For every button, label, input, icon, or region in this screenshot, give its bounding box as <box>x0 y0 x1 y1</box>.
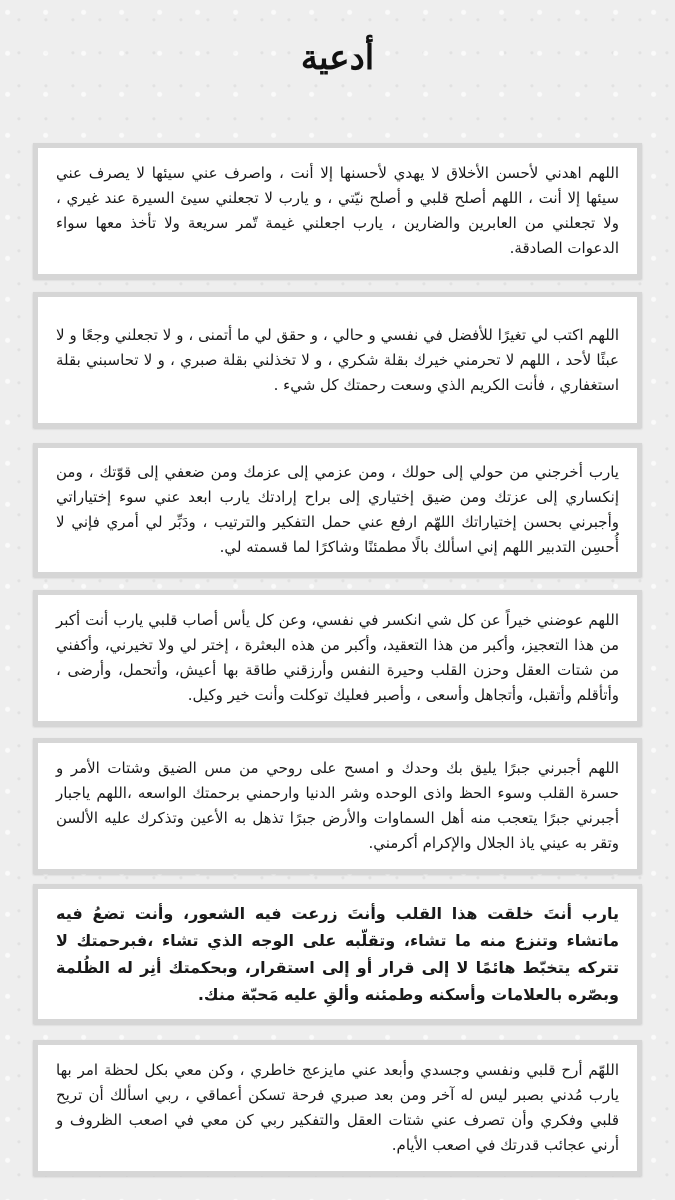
page-title: أدعية <box>300 38 375 78</box>
prayer-text: اللهم اهدني لأحسن الأخلاق لا يهدي لأحسنها إلا أنت ، واصرف عني سيئها لا يصرف عني سيئها إلا أنت ، اللهم أصلح قلبي و أصلح نيّتي ، و يارب لا تجعلني سيئ السيرة عند غيري ، ولا تجعلني من العابرين والضارين ، يارب اجعلني غيمة تّمر سريعة ولا تأخذ معها سواء الدعوات الصادقة. <box>56 164 619 257</box>
prayer-card-6 <box>33 884 642 1024</box>
prayer-card-4 <box>33 590 642 726</box>
prayer-card-3 <box>33 443 642 577</box>
prayer-text: اللهم اكتب لي تغيرًا للأفضل في نفسي و حالي ، و حقق لي ما أتمنى ، و لا تجعلني وجعًا و لا عبئًا لأحد ، اللهم لا تحرمني خيرك بقلة شكري ، و لا تخذلني بقلة صبري ، و لا تحاسبني بقلة استغفاري ، فأنت الكريم الذي وسعت رحمتك كل شيء . <box>56 325 619 394</box>
prayer-card-1 <box>33 143 642 279</box>
prayer-card-2 <box>33 292 642 428</box>
prayer-card-5 <box>33 738 642 874</box>
prayer-text: يارب أنتَ خلقت هذا القلب وأنتَ زرعت فيه الشعور، وأنت تضعُ فيه ماتشاء وتنزع منه ما تشاء، وتقلّبه على الوجه الذي تشاء ،فبرحمتك لا تتركه يتخبّط هائمًا لا إلى قرار أو إلى استقرار، وبحكمتك أنِر له الظُلمة وبصّره بالعلامات وأسكنه وطمئنه وألقِ عليه مَحبّة منك. <box>56 904 619 1004</box>
prayer-text: اللهم أجبرني جبرًا يليق بك وحدك و امسح على روحي من مس الضيق وشتات الأمر و حسرة القلب وسوء الحظ واذى الوحده وشر الدنيا وارحمني برحمتك الواسعه ،اللهم ياجبار أجبرني جبرًا يتعجب منه أهل السماوات والأرض جبرًا تذهل به الأعين وتذكرك عليه الألسن وتقر به عيني ياذ الجلال والإكرام أكرمني. <box>56 759 619 852</box>
prayer-card-7 <box>33 1040 642 1176</box>
prayer-text: يارب أخرجني من حولي إلى حولك ، ومن عزمي إلى عزمك ومن ضعفي إلى قوّتك ، ومن إنكساري إلى عزتك ومن ضيق إختياري إلى براح إرادتك يارب ابعد عني سوء إختياراتي وأجبرني بحسن إختياراتك اللهّم ارفع عني حمل التفكير والترتيب ، ودَبِّر لي أمري فإني لا أُحسِن التدبير اللهم إني اسألك بالًا مطمئنًا وشاكرًا لما قسمته لي. <box>56 463 619 556</box>
prayer-text: اللهّم أرح قلبي ونفسي وجسدي وأبعد عني مايزعج خاطري ، وكن معي بكل لحظة امر بها يارب مُدني بصبر ليس له آخر ومن بعد صبري فرحة تسكن أعماقي ، ربي اسألك أن تريح قلبي وفكري وأن تصرف عني شتات العقل والتفكير ربي كن معي في اصعب الظروف و أرني عجائب قدرتك في اصعب الأيام. <box>56 1061 619 1154</box>
prayer-text: اللهم عوضني خيراً عن كل شي انكسر في نفسي، وعن كل يأس أصاب قلبي يارب أنت أكبر من هذا التعجيز، وأكبر من هذا التعقيد، وأكبر من هذه البعثرة ، إختر لي ولا تخيرني، وأكفني من شتات العقل وحزن القلب وحيرة النفس وأرزقني طاقة بها أعيش، وأتحمل، وأرضى ، وأتأقلم وأتقبل، وأتجاهل وأسعى ، وأصبر فعليك توكلت وأنت خير وكيل. <box>56 611 619 704</box>
